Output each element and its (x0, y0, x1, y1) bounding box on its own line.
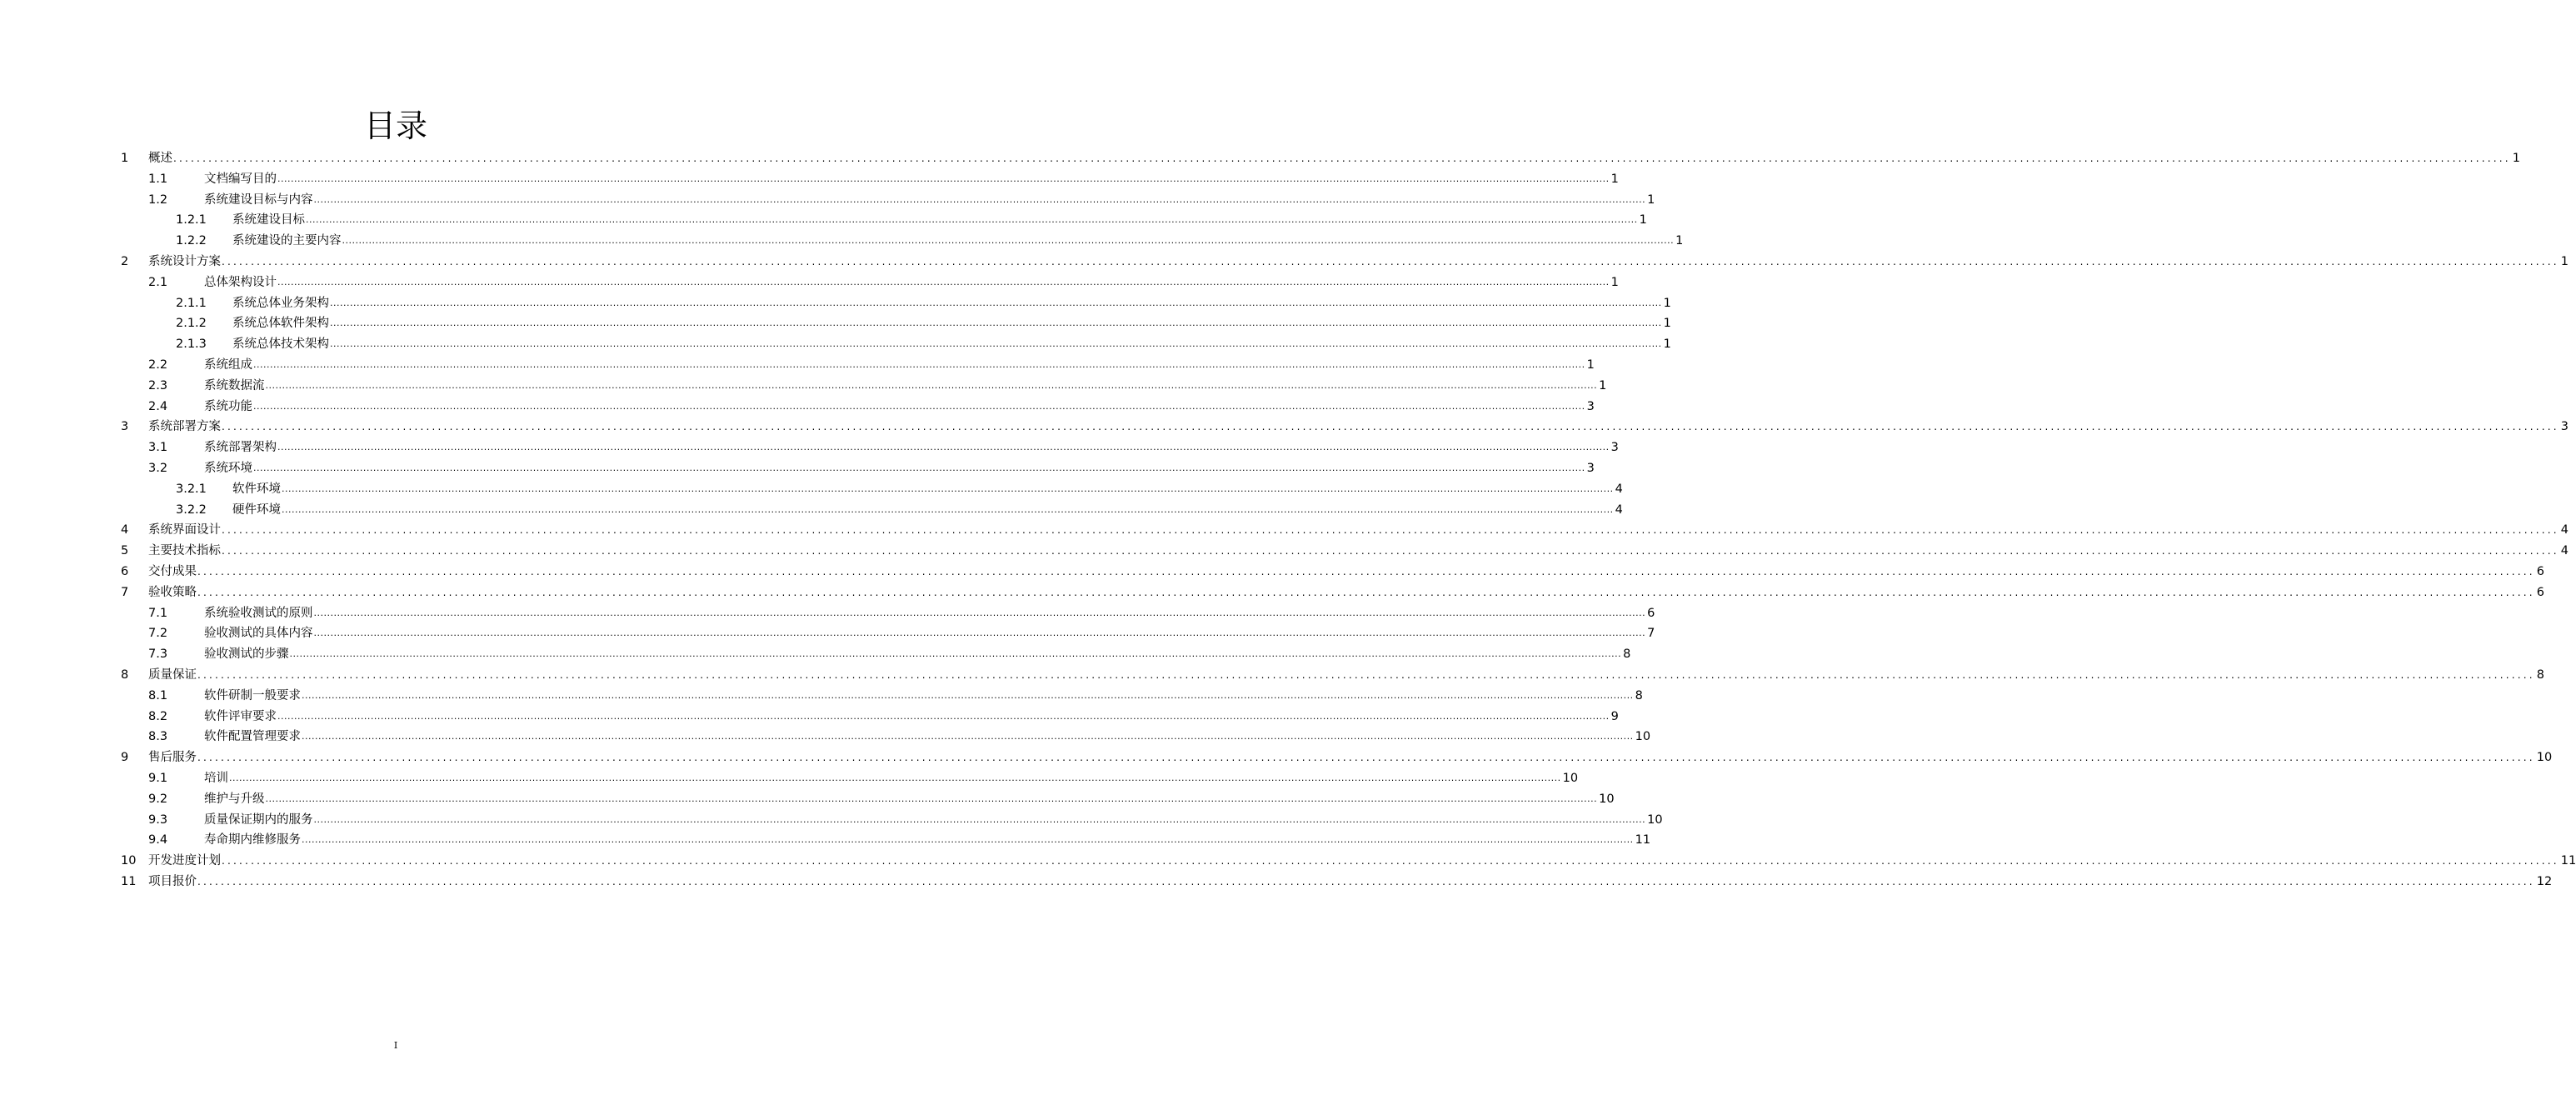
toc-entry-number: 8 (121, 668, 129, 682)
toc-entry-number: 11 (121, 875, 137, 888)
toc-entry-number: 9 (121, 751, 129, 765)
toc-dot-leader: ................................................................................................................................................................................................................................................................................................................................................................................................................ (289, 648, 1622, 660)
toc-entry-page: 11 (2560, 854, 2576, 868)
toc-entry-label: 系统建设目标与内容 (204, 192, 313, 207)
toc-entry[interactable] (0, 436, 1619, 456)
toc-entry[interactable] (0, 374, 1607, 394)
toc-entry-label: 系统数据流 (204, 378, 265, 392)
toc-dot-leader: ................................................................................................................................................................................................................................................................................................................................................................................................................ (197, 566, 2535, 578)
toc-entry-page: 10 (1647, 812, 1663, 827)
toc-entry-label: 交付成果 (148, 565, 197, 578)
toc-entry[interactable] (0, 415, 2569, 435)
toc-entry-label: 软件评审要求 (204, 709, 277, 723)
toc-dot-leader: ................................................................................................................................................................................................................................................................................................................................................................................................................ (277, 276, 1610, 288)
toc-entry-page: 11 (1635, 833, 1651, 848)
toc-title: 目录 (363, 108, 427, 144)
toc-entry-number: 2.3 (148, 378, 168, 392)
toc-entry-label: 系统组成 (204, 358, 252, 372)
toc-dot-leader: ................................................................................................................................................................................................................................................................................................................................................................................................................ (277, 172, 1610, 184)
toc-dot-leader: ................................................................................................................................................................................................................................................................................................................................................................................................................ (277, 442, 1610, 453)
toc-entry[interactable] (0, 353, 1595, 373)
toc-entry[interactable] (0, 602, 1655, 622)
toc-entry-page: 6 (1647, 606, 1655, 620)
toc-dot-leader: ................................................................................................................................................................................................................................................................................................................................................................................................................ (253, 359, 1585, 370)
toc-entry-label: 系统部署架构 (204, 441, 277, 455)
toc-dot-leader: ................................................................................................................................................................................................................................................................................................................................................................................................................ (222, 421, 2559, 433)
toc-entry-page: 4 (1615, 482, 1623, 496)
toc-entry-number: 7 (121, 585, 129, 599)
toc-entry-label: 寿命期内维修服务 (204, 833, 301, 848)
toc-entry-page: 10 (1635, 730, 1651, 744)
toc-entry-number: 4 (121, 523, 129, 538)
toc-dot-leader: ................................................................................................................................................................................................................................................................................................................................................................................................................ (306, 214, 1638, 226)
toc-entry[interactable] (0, 870, 2553, 890)
toc-entry-page: 1 (1663, 317, 1671, 331)
toc-entry-page: 3 (1586, 399, 1595, 413)
toc-entry[interactable] (0, 478, 1623, 498)
toc-entry-number: 9.3 (148, 812, 168, 827)
toc-entry-number: 1.1 (148, 172, 168, 186)
toc-entry-label: 开发进度计划 (148, 854, 221, 868)
toc-entry-number: 2.4 (148, 399, 168, 413)
toc-dot-leader: ................................................................................................................................................................................................................................................................................................................................................................................................................ (302, 834, 1634, 846)
toc-entry-page: 9 (1610, 709, 1619, 723)
toc-entry-number: 6 (121, 565, 129, 578)
toc-dot-leader: ................................................................................................................................................................................................................................................................................................................................................................................................................ (265, 379, 1598, 391)
toc-dot-leader: ................................................................................................................................................................................................................................................................................................................................................................................................................ (253, 400, 1585, 412)
toc-dot-leader: ................................................................................................................................................................................................................................................................................................................................................................................................................ (313, 628, 1646, 639)
toc-entry-label: 系统总体软件架构 (232, 317, 329, 331)
toc-entry-page: 1 (1599, 378, 1607, 392)
toc-dot-leader: ................................................................................................................................................................................................................................................................................................................................................................................................................ (197, 752, 2535, 764)
toc-entry-number: 1 (121, 152, 129, 165)
toc-entry-number: 7.2 (148, 627, 168, 641)
toc-entry-label: 验收策略 (148, 585, 197, 599)
toc-entry-page: 7 (1647, 627, 1655, 641)
toc-entry-page: 4 (2560, 523, 2569, 538)
toc-entry-page: 1 (1610, 275, 1619, 289)
toc-entry-number: 3 (121, 420, 129, 434)
toc-dot-leader: ................................................................................................................................................................................................................................................................................................................................................................................................................ (330, 318, 1662, 329)
toc-entry-label: 系统设计方案 (148, 255, 221, 268)
toc-entry-label: 培训 (204, 772, 228, 785)
toc-entry[interactable] (0, 788, 1615, 808)
toc-dot-leader: ................................................................................................................................................................................................................................................................................................................................................................................................................ (222, 855, 2559, 868)
toc-dot-leader: ................................................................................................................................................................................................................................................................................................................................................................................................................ (173, 152, 2511, 164)
toc-entry-label: 概述 (148, 152, 172, 165)
toc-entry-label: 售后服务 (148, 751, 197, 765)
toc-entry[interactable] (0, 849, 2576, 869)
toc-entry-page: 4 (1615, 502, 1623, 517)
toc-dot-leader: ................................................................................................................................................................................................................................................................................................................................................................................................................ (265, 792, 1598, 804)
toc-entry-number: 2.1.1 (176, 296, 207, 310)
toc-entry-page: 12 (2536, 875, 2553, 888)
toc-entry[interactable] (0, 663, 2545, 683)
toc-entry-page: 1 (1610, 172, 1619, 186)
toc-entry[interactable] (0, 725, 1651, 745)
toc-entry-number: 3.2.1 (176, 482, 207, 496)
toc-dot-leader: ................................................................................................................................................................................................................................................................................................................................................................................................................ (302, 731, 1634, 742)
toc-entry-label: 维护与升级 (204, 792, 265, 806)
toc-entry-page: 1 (1647, 192, 1655, 207)
toc-entry-page: 10 (1599, 792, 1615, 806)
page-number: I (393, 1040, 398, 1051)
toc-entry-number: 7.3 (148, 648, 168, 662)
toc-entry-label: 质量保证 (148, 668, 197, 682)
toc-entry-page: 1 (1639, 213, 1647, 228)
toc-dot-leader: ................................................................................................................................................................................................................................................................................................................................................................................................................ (253, 462, 1585, 473)
toc-entry-page: 8 (1623, 648, 1631, 662)
toc-dot-leader: ................................................................................................................................................................................................................................................................................................................................................................................................................ (197, 876, 2535, 888)
toc-entry-label: 系统总体技术架构 (232, 338, 329, 352)
toc-entry-label: 主要技术指标 (148, 544, 221, 558)
toc-entry[interactable] (0, 560, 2545, 580)
toc-entry[interactable] (0, 767, 1579, 787)
toc-entry-page: 10 (1562, 772, 1579, 785)
toc-entry-label: 系统建设的主要内容 (232, 234, 342, 248)
toc-entry-label: 系统建设目标 (232, 213, 305, 228)
toc-entry[interactable] (0, 705, 1619, 725)
toc-entry-page: 3 (1586, 462, 1595, 475)
toc-entry-number: 2.2 (148, 358, 168, 372)
toc-entry-page: 6 (2536, 585, 2545, 599)
toc-dot-leader: ................................................................................................................................................................................................................................................................................................................................................................................................................ (197, 669, 2535, 681)
toc-dot-leader: ................................................................................................................................................................................................................................................................................................................................................................................................................ (222, 545, 2559, 558)
toc-entry-page: 8 (1635, 688, 1643, 702)
toc-entry-label: 总体架构设计 (204, 275, 277, 289)
toc-entry-number: 2.1.3 (176, 338, 207, 352)
toc-entry-page: 1 (1586, 358, 1595, 372)
toc-entry[interactable] (0, 746, 2553, 766)
toc-dot-leader: ................................................................................................................................................................................................................................................................................................................................................................................................................ (330, 297, 1662, 308)
toc-dot-leader: ................................................................................................................................................................................................................................................................................................................................................................................................................ (342, 235, 1675, 247)
toc-entry-number: 5 (121, 544, 129, 558)
toc-entry-page: 6 (2536, 565, 2545, 578)
toc-entry[interactable] (0, 498, 1623, 518)
toc-entry[interactable] (0, 292, 1671, 312)
toc-entry[interactable] (0, 395, 1595, 415)
toc-entry-label: 硬件环境 (232, 502, 281, 517)
toc-entry-number: 8.2 (148, 709, 168, 723)
toc-entry[interactable] (0, 229, 1684, 249)
toc-dot-leader: ................................................................................................................................................................................................................................................................................................................................................................................................................ (222, 256, 2559, 268)
toc-entry-number: 2.1 (148, 275, 168, 289)
toc-entry-number: 1.2 (148, 192, 168, 207)
toc-entry[interactable] (0, 188, 1655, 208)
toc-entry-label: 质量保证期内的服务 (204, 812, 313, 827)
toc-entry-number: 9.2 (148, 792, 168, 806)
toc-dot-leader: ................................................................................................................................................................................................................................................................................................................................................................................................................ (330, 338, 1662, 350)
toc-entry-label: 软件配置管理要求 (204, 730, 301, 744)
toc-dot-leader: ................................................................................................................................................................................................................................................................................................................................................................................................................ (197, 586, 2535, 598)
toc-dot-leader: ................................................................................................................................................................................................................................................................................................................................................................................................................ (313, 607, 1646, 618)
toc-entry-number: 3.2 (148, 462, 168, 475)
toc-entry-page: 1 (2512, 152, 2521, 165)
toc-entry-page: 1 (1663, 338, 1671, 352)
toc-entry-number: 8.3 (148, 730, 168, 744)
toc-entry-label: 软件环境 (232, 482, 281, 496)
toc-entry-page: 1 (1663, 296, 1671, 310)
toc-entry[interactable] (0, 808, 1663, 828)
toc-entry[interactable] (0, 457, 1595, 477)
toc-entry-label: 系统部署方案 (148, 420, 221, 434)
toc-entry-page: 4 (2560, 544, 2569, 558)
toc-entry-number: 9.1 (148, 772, 168, 785)
toc-entry-label: 系统总体业务架构 (232, 296, 329, 310)
toc-entry-label: 验收测试的步骤 (204, 648, 289, 662)
toc-entry[interactable] (0, 208, 1647, 228)
toc-entry[interactable] (0, 684, 1643, 704)
toc-entry-number: 8.1 (148, 688, 168, 702)
toc-entry-page: 1 (1675, 234, 1684, 248)
toc-entry-number: 3.2.2 (176, 502, 207, 517)
toc-entry-page: 10 (2536, 751, 2553, 765)
toc-entry[interactable] (0, 250, 2569, 270)
toc-entry[interactable] (0, 622, 1655, 642)
toc-entry-number: 3.1 (148, 441, 168, 455)
toc-dot-leader: ................................................................................................................................................................................................................................................................................................................................................................................................................ (313, 193, 1646, 205)
toc-entry-label: 系统界面设计 (148, 523, 221, 538)
toc-entry-number: 9.4 (148, 833, 168, 848)
toc-entry-page: 8 (2536, 668, 2545, 682)
toc-dot-leader: ................................................................................................................................................................................................................................................................................................................................................................................................................ (229, 772, 1561, 783)
toc-entry-label: 系统验收测试的原则 (204, 606, 313, 620)
toc-entry-number: 2.1.2 (176, 317, 207, 331)
toc-entry[interactable] (0, 828, 1651, 848)
toc-entry-number: 1.2.1 (176, 213, 207, 228)
toc-entry[interactable] (0, 539, 2569, 559)
toc-entry[interactable] (0, 168, 1619, 188)
toc-entry[interactable] (0, 581, 2545, 601)
toc-dot-leader: ................................................................................................................................................................................................................................................................................................................................................................................................................ (302, 689, 1634, 701)
toc-entry[interactable] (0, 332, 1671, 352)
toc-entry[interactable] (0, 147, 2521, 167)
toc-entry[interactable] (0, 518, 2569, 538)
toc-entry-label: 软件研制一般要求 (204, 688, 301, 702)
toc-entry-page: 3 (1610, 441, 1619, 455)
toc-entry-number: 1.2.2 (176, 234, 207, 248)
toc-entry-number: 7.1 (148, 606, 168, 620)
toc-dot-leader: ................................................................................................................................................................................................................................................................................................................................................................................................................ (282, 503, 1614, 515)
toc-dot-leader: ................................................................................................................................................................................................................................................................................................................................................................................................................ (222, 524, 2559, 537)
toc-entry-page: 1 (2560, 255, 2569, 268)
toc-entry-label: 系统功能 (204, 399, 252, 413)
toc-entry-label: 文档编写目的 (204, 172, 277, 186)
toc-entry-label: 项目报价 (148, 875, 197, 888)
toc-entry[interactable] (0, 312, 1671, 332)
toc-entry-page: 3 (2560, 420, 2569, 434)
toc-dot-leader: ................................................................................................................................................................................................................................................................................................................................................................................................................ (277, 710, 1610, 722)
toc-entry[interactable] (0, 271, 1619, 291)
toc-entry-number: 2 (121, 255, 129, 268)
toc-dot-leader: ................................................................................................................................................................................................................................................................................................................................................................................................................ (282, 482, 1614, 494)
toc-entry-number: 10 (121, 854, 137, 868)
toc-entry[interactable] (0, 642, 1631, 662)
toc-dot-leader: ................................................................................................................................................................................................................................................................................................................................................................................................................ (313, 813, 1646, 825)
toc-entry-label: 系统环境 (204, 462, 252, 475)
toc-entry-label: 验收测试的具体内容 (204, 627, 313, 641)
